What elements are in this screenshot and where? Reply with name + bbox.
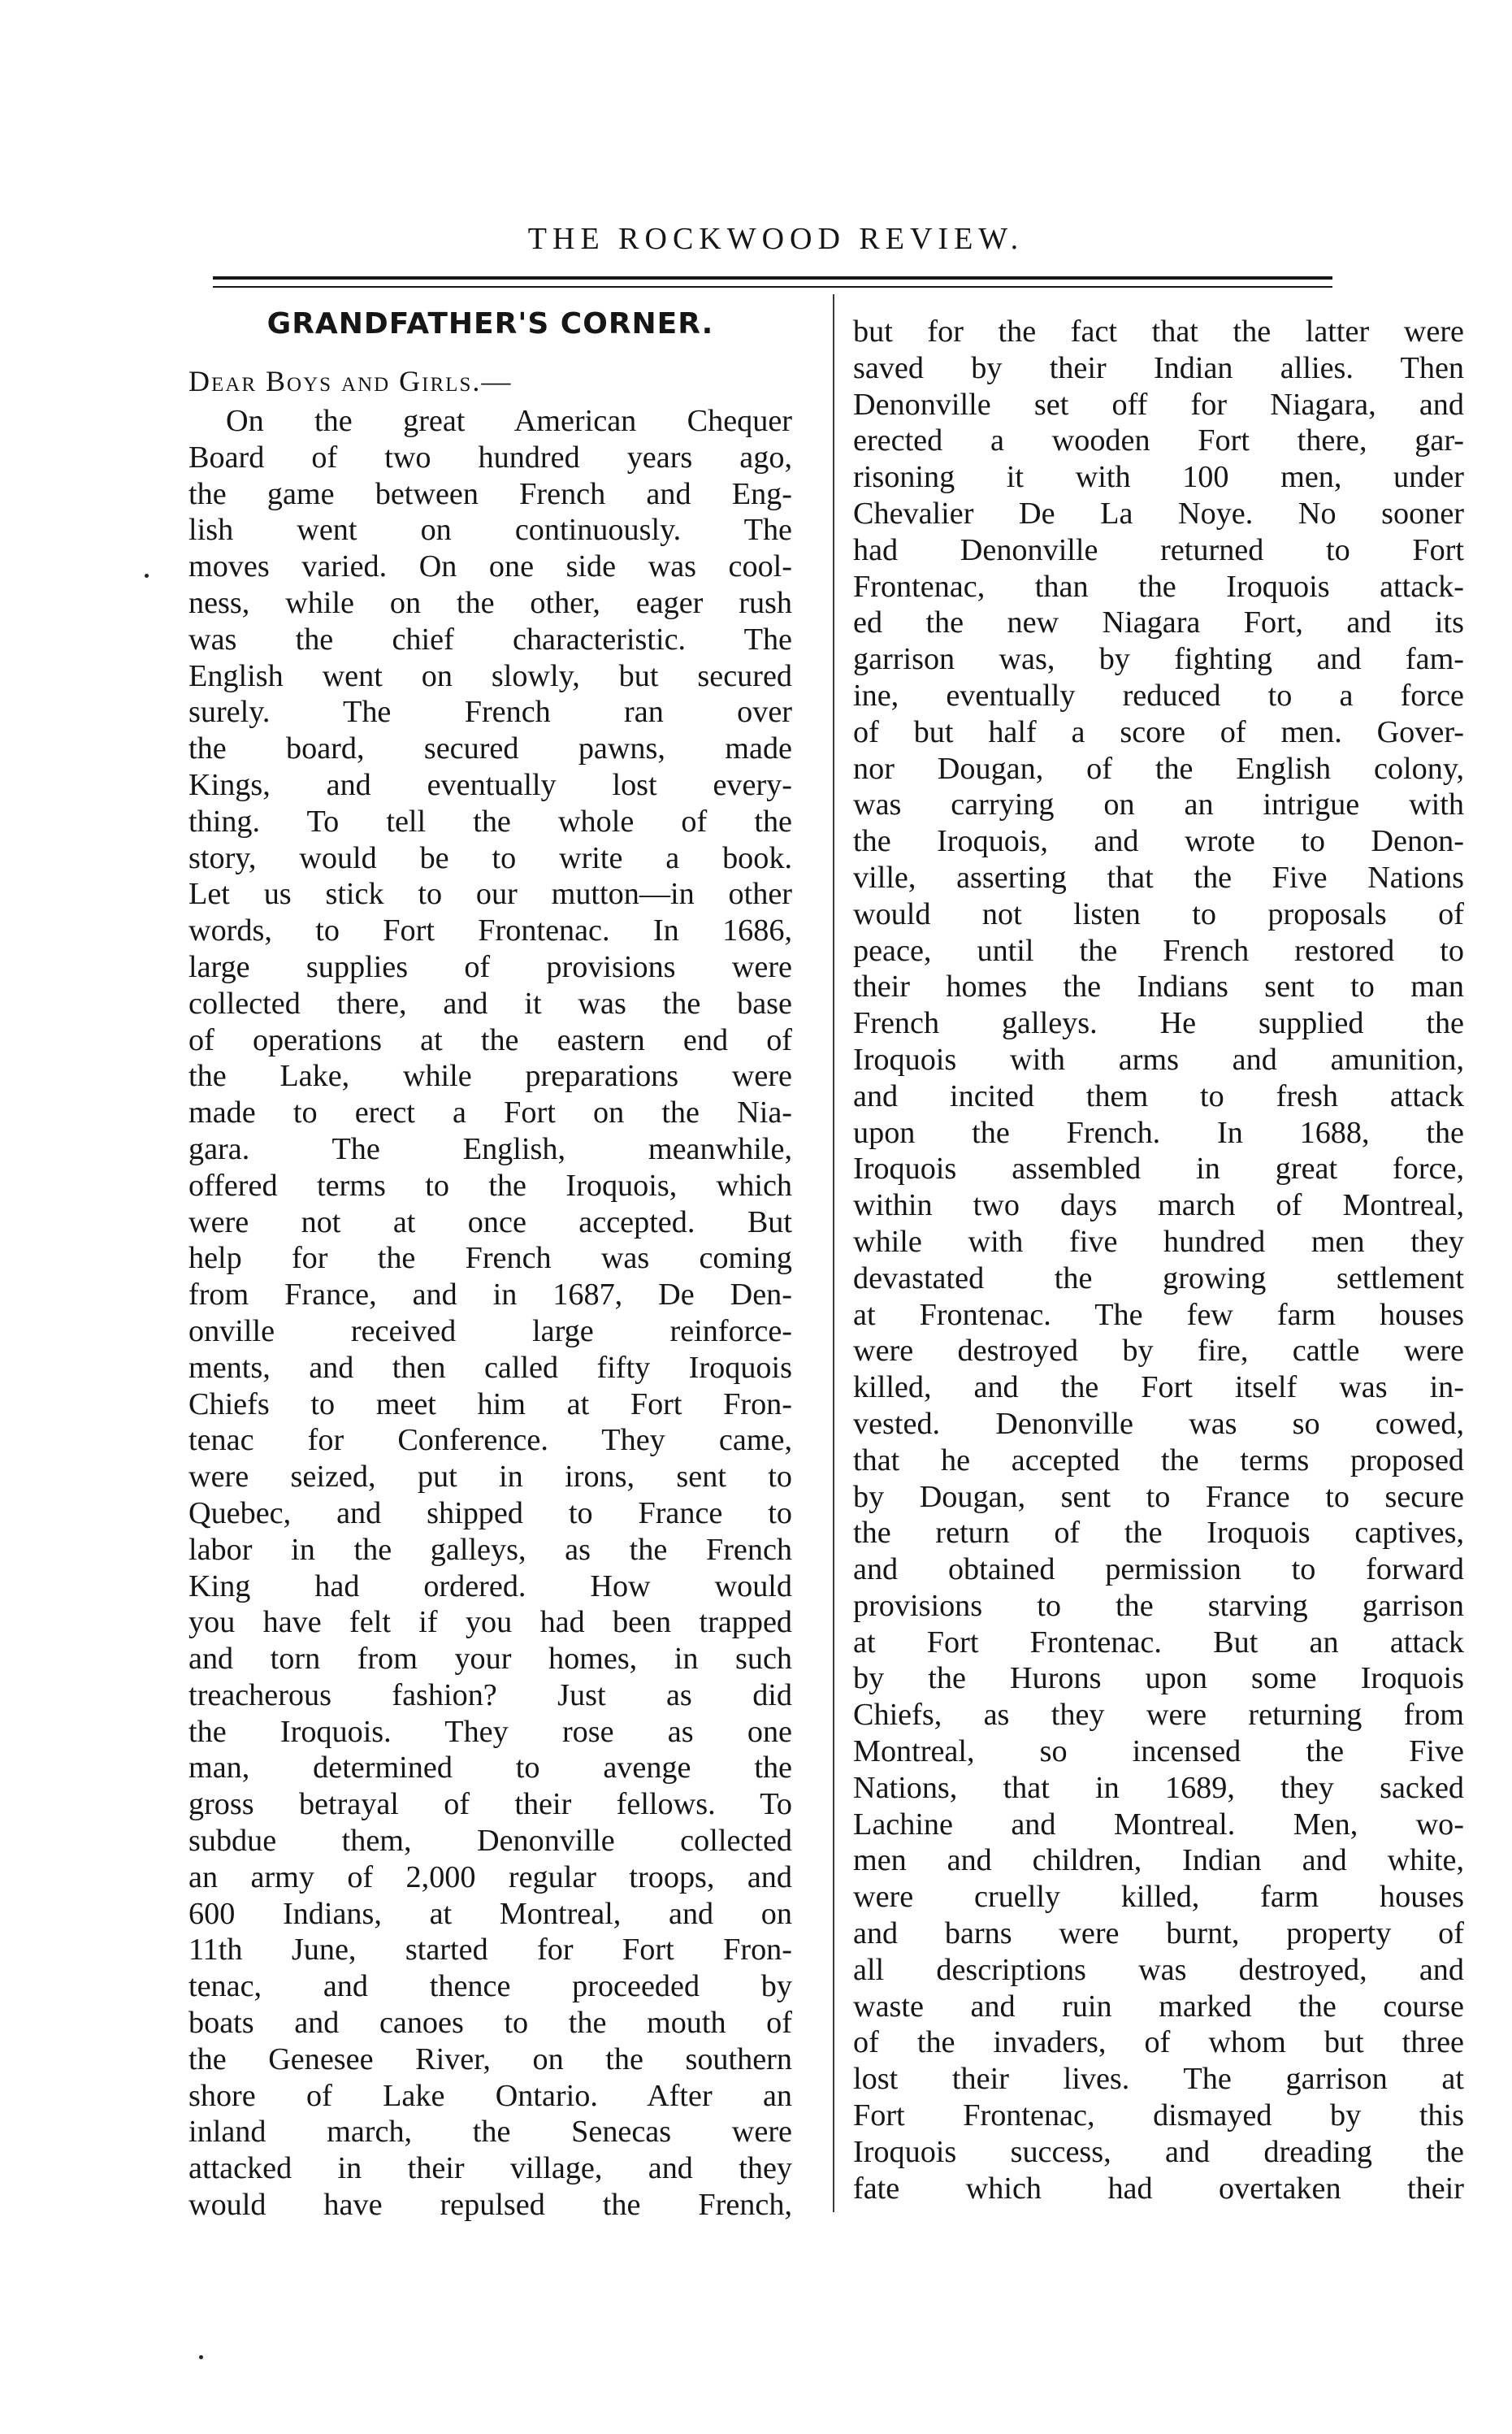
text-line: Chevalier De La Noye. No sooner <box>853 496 1464 531</box>
text-line: Lachine and Montreal. Men, wo- <box>853 1807 1464 1842</box>
text-line: offered terms to the Iroquois, which <box>188 1168 792 1203</box>
text-line: gara. The English, meanwhile, <box>188 1131 792 1166</box>
text-line: at Fort Frontenac. But an attack <box>853 1625 1464 1660</box>
text-line: of operations at the eastern end of <box>188 1022 792 1057</box>
text-line: Board of two hundred years ago, <box>188 440 792 475</box>
text-line: the Genesee River, on the southern <box>188 2041 792 2076</box>
text-line: ed the new Niagara Fort, and its <box>853 605 1464 640</box>
text-line: words, to Fort Frontenac. In 1686, <box>188 913 792 948</box>
article-title: GRANDFATHER'S CORNER. <box>266 307 714 341</box>
right-column <box>853 314 1464 2206</box>
text-line: ville, asserting that the Five Nations <box>853 860 1464 895</box>
text-line: at Frontenac. The few farm houses <box>853 1297 1464 1332</box>
text-line: surely. The French ran over <box>188 695 792 730</box>
text-line: Chiefs to meet him at Fort Fron- <box>188 1386 792 1421</box>
text-line: Montreal, so incensed the Five <box>853 1734 1464 1769</box>
text-line: moves varied. On one side was cool- <box>188 549 792 584</box>
text-line: saved by their Indian allies. Then <box>853 350 1464 385</box>
text-line: treacherous fashion? Just as did <box>188 1677 792 1712</box>
text-line: of but half a score of men. Gover- <box>853 714 1464 749</box>
text-line: ine, eventually reduced to a force <box>853 678 1464 713</box>
text-line: from France, and in 1687, De Den- <box>188 1278 792 1312</box>
text-line: garrison was, by fighting and fam- <box>853 642 1464 677</box>
article-salutation: Dear Boys and Girls.— <box>188 365 513 397</box>
text-line: Kings, and eventually lost every- <box>188 767 792 802</box>
text-line: story, would be to write a book. <box>188 840 792 875</box>
text-line: tenac for Conference. They came, <box>188 1423 792 1458</box>
text-line: thing. To tell the whole of the <box>188 804 792 839</box>
text-line: Denonville set off for Niagara, and <box>853 387 1464 422</box>
text-line: help for the French was coming <box>188 1241 792 1276</box>
text-line: but for the fact that the latter were <box>853 315 1464 349</box>
text-line: and incited them to fresh attack <box>853 1078 1464 1113</box>
text-line: onville received large reinforce- <box>188 1313 792 1348</box>
text-line: were destroyed by fire, cattle were <box>853 1334 1464 1369</box>
text-line: made to erect a Fort on the Nia- <box>188 1096 792 1130</box>
text-line: killed, and the Fort itself was in- <box>853 1370 1464 1405</box>
text-line: tenac, and thence proceeded by <box>188 1969 792 2004</box>
text-line: you have felt if you had been trapped <box>188 1605 792 1640</box>
text-line: lost their lives. The garrison at <box>853 2062 1464 2097</box>
text-line: French galleys. He supplied the <box>853 1006 1464 1041</box>
text-line: would have repulsed the French, <box>188 2188 792 2223</box>
text-line: large supplies of provisions were <box>188 949 792 984</box>
text-line: inland march, the Senecas were <box>188 2115 792 2150</box>
text-line: ments, and then called fifty Iroquois <box>188 1350 792 1385</box>
text-line: and barns were burnt, property of <box>853 1916 1464 1951</box>
print-speck <box>145 574 149 578</box>
column-divider <box>833 294 834 2212</box>
text-line: by Dougan, sent to France to secure <box>853 1479 1464 1514</box>
text-line: would not listen to proposals of <box>853 896 1464 931</box>
text-line: upon the French. In 1688, the <box>853 1115 1464 1150</box>
text-line: and torn from your homes, in such <box>188 1642 792 1677</box>
text-line: that he accepted the terms proposed <box>853 1443 1464 1477</box>
text-line: an army of 2,000 regular troops, and <box>188 1859 792 1894</box>
print-speck <box>199 2355 203 2359</box>
text-line: 11th June, started for Fort Fron- <box>188 1933 792 1968</box>
text-line: gross betrayal of their fellows. To <box>188 1787 792 1822</box>
text-line: by the Hurons upon some Iroquois <box>853 1661 1464 1696</box>
text-line: and obtained permission to forward <box>853 1552 1464 1587</box>
text-line: within two days march of Montreal, <box>853 1188 1464 1223</box>
text-line: were not at once accepted. But <box>188 1204 792 1239</box>
left-column <box>188 403 792 2224</box>
text-line: provisions to the starving garrison <box>853 1588 1464 1623</box>
text-line: lish went on continuously. The <box>188 513 792 548</box>
text-line: fate which had overtaken their <box>853 2171 1464 2206</box>
text-line: men and children, Indian and white, <box>853 1843 1464 1878</box>
text-line: all descriptions was destroyed, and <box>853 1952 1464 1987</box>
text-line: was the chief characteristic. The <box>188 622 792 657</box>
text-line: nor Dougan, of the English colony, <box>853 751 1464 786</box>
text-line: man, determined to avenge the <box>188 1751 792 1785</box>
text-line: On the great American Chequer <box>226 404 792 438</box>
text-line: shore of Lake Ontario. After an <box>188 2078 792 2113</box>
text-line: the Lake, while preparations were <box>188 1059 792 1094</box>
text-line: ness, while on the other, eager rush <box>188 585 792 620</box>
text-line: devastated the growing settlement <box>853 1260 1464 1295</box>
text-line: Let us stick to our mutton—in other <box>188 877 792 912</box>
text-line: their homes the Indians sent to man <box>853 970 1464 1004</box>
text-line: collected there, and it was the base <box>188 986 792 1021</box>
header-rule-thin <box>213 286 1332 288</box>
text-line: Iroquois assembled in great force, <box>853 1152 1464 1187</box>
header-rule-thick <box>213 276 1332 280</box>
text-line: 600 Indians, at Montreal, and on <box>188 1896 792 1931</box>
text-line: Quebec, and shipped to France to <box>188 1495 792 1530</box>
text-line: Nations, that in 1689, they sacked <box>853 1770 1464 1805</box>
text-line: vested. Denonville was so cowed, <box>853 1406 1464 1441</box>
text-line: waste and ruin marked the course <box>853 1989 1464 2024</box>
text-line: labor in the galleys, as the French <box>188 1532 792 1567</box>
text-line: the Iroquois. They rose as one <box>188 1714 792 1749</box>
text-line: King had ordered. How would <box>188 1568 792 1603</box>
text-line: the game between French and Eng- <box>188 476 792 511</box>
text-line: subdue them, Denonville collected <box>188 1824 792 1859</box>
running-head: THE ROCKWOOD REVIEW. <box>527 222 1025 256</box>
text-line: while with five hundred men they <box>853 1224 1464 1259</box>
text-line: peace, until the French restored to <box>853 933 1464 968</box>
text-line: had Denonville returned to Fort <box>853 532 1464 567</box>
text-line: the return of the Iroquois captives, <box>853 1516 1464 1551</box>
text-line: erected a wooden Fort there, gar- <box>853 423 1464 458</box>
text-line: were seized, put in irons, sent to <box>188 1460 792 1495</box>
text-line: attacked in their village, and they <box>188 2151 792 2186</box>
text-line: boats and canoes to the mouth of <box>188 2006 792 2041</box>
text-line: was carrying on an intrigue with <box>853 787 1464 822</box>
text-line: Iroquois with arms and amunition, <box>853 1042 1464 1077</box>
text-line: were cruelly killed, farm houses <box>853 1880 1464 1915</box>
text-line: the board, secured pawns, made <box>188 731 792 766</box>
text-line: of the invaders, of whom but three <box>853 2025 1464 2060</box>
text-line: Chiefs, as they were returning from <box>853 1698 1464 1733</box>
text-line: English went on slowly, but secured <box>188 658 792 693</box>
text-line: Fort Frontenac, dismayed by this <box>853 2098 1464 2133</box>
text-line: the Iroquois, and wrote to Denon- <box>853 824 1464 859</box>
text-line: Iroquois success, and dreading the <box>853 2134 1464 2169</box>
text-line: Frontenac, than the Iroquois attack- <box>853 569 1464 604</box>
text-line: risoning it with 100 men, under <box>853 460 1464 495</box>
